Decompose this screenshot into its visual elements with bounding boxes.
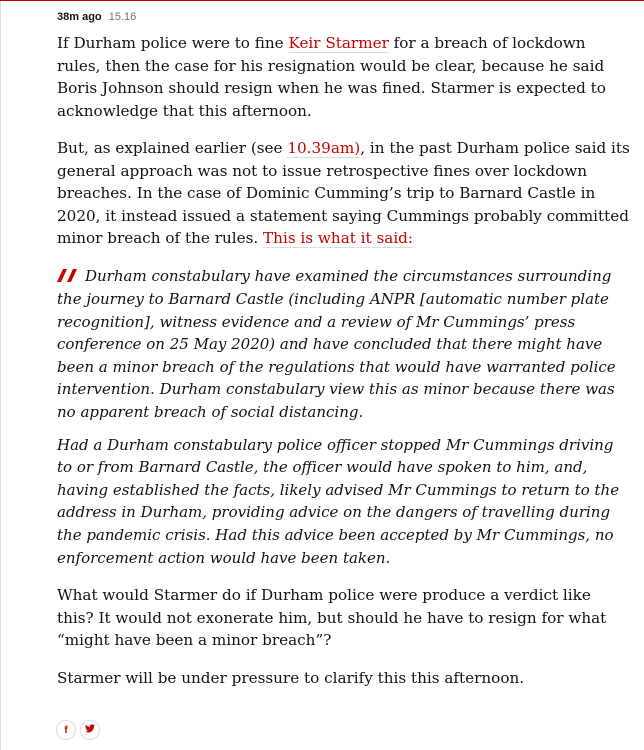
paragraph-2 [57, 137, 631, 250]
left-border [0, 1, 1, 750]
twitter-icon [85, 724, 95, 736]
twitter-share-button[interactable] [80, 720, 100, 740]
police-statement-quote [57, 265, 631, 570]
top-rule [0, 0, 644, 1]
paragraph-1-text-b: for a breach of lockdown rules, then the case for his resignation would be clear, because he said Boris Johnson should resign when he was fined. Starmer is expected to acknowledge that this afternoon. [57, 34, 606, 120]
time-ago: 38m ago [57, 11, 102, 23]
keir-starmer-link[interactable]: Keir Starmer [288, 34, 389, 52]
quote-icon [57, 266, 79, 289]
quote-paragraph-1 [57, 265, 631, 424]
paragraph-2-text-a: But, as explained earlier (see [57, 139, 288, 157]
earlier-post-link[interactable]: 10.39am) [287, 139, 361, 157]
quote-paragraph-2: Had a Durham constabulary police officer stopped Mr Cummings driving to or from Barnard Castle, the officer would have spoken to him, and, having established the facts, likely advised Mr Cummings to return to the address in Durham, providing advice on the dangers of travelling during the pandemic crisis. Had this advice been accepted by Mr Cummings, no enforcement action would have been taken. [57, 435, 620, 567]
paragraph-4: Starmer will be under pressure to clarify this this afternoon. [57, 668, 525, 687]
paragraph-1 [57, 32, 631, 122]
share-buttons [56, 720, 100, 740]
statement-link[interactable]: This is what it said: [263, 229, 414, 247]
live-blog-post-body [57, 32, 631, 704]
facebook-icon: f [64, 724, 68, 736]
paragraph-1-text-a: If Durham police were to fine [57, 34, 289, 52]
post-timestamp [57, 11, 136, 23]
quote-paragraph-1-text: Durham constabulary have examined the circumstances surrounding the journey to Barnard Castle (including ANPR [automatic number plate recognition], witness evidence and a review of Mr Cummings’ press conference on 25 May 2020) and have concluded that there might have been a minor breach of the regulations that would have warranted police intervention. Durham constabulary view this as minor because there was no apparent breach of social distancing. [57, 266, 616, 422]
paragraph-2-text-b: , in the past Durham police said its general approach was not to issue retrospective fines over lockdown breaches. In the case of Dominic Cumming’s trip to Barnard Castle in 2020, it instead issued a statement saying Cummings probably committed minor breach of the rules. [57, 139, 630, 247]
post-time: 15.16 [108, 11, 137, 23]
facebook-share-button[interactable] [56, 720, 76, 740]
paragraph-3: What would Starmer do if Durham police were produce a verdict like this? It would not exonerate him, but should he have to resign for what “might have been a minor breach”? [57, 586, 607, 650]
